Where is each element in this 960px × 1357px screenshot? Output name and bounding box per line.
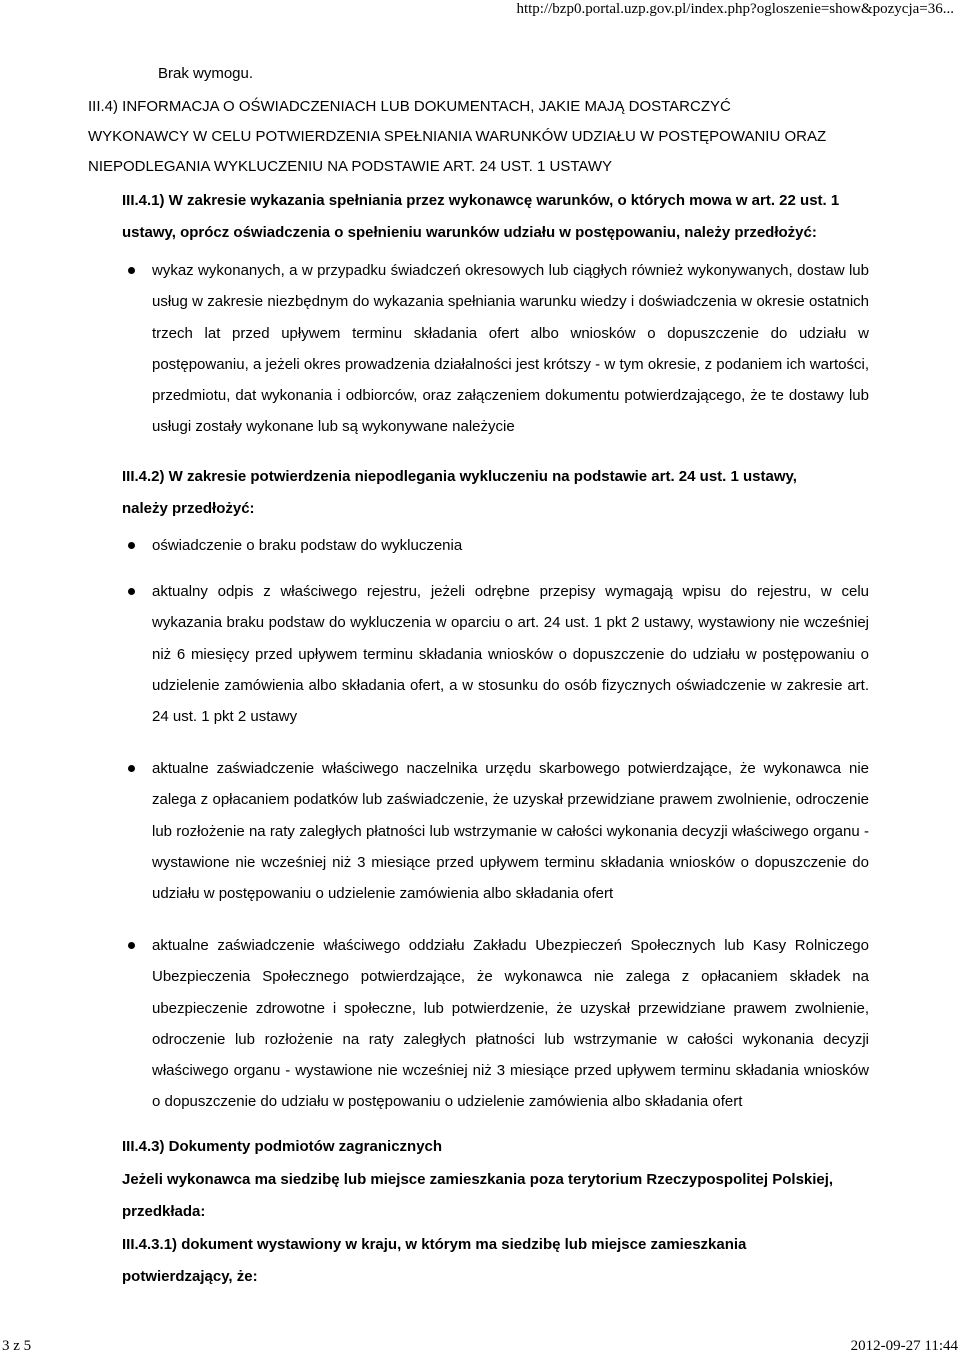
section-3-4-3-line: przedkłada:	[122, 1203, 206, 1220]
bullet-icon	[128, 765, 135, 772]
section-3-4-3-heading: III.4.3) Dokumenty podmiotów zagranicznych	[122, 1138, 443, 1155]
page-number: 3 z 5	[2, 1338, 32, 1354]
section-3-4-3-1-line: potwierdzający, że:	[122, 1268, 258, 1285]
section-3-4-1-heading-line: III.4.1) W zakresie wykazania spełniania przez wykonawcę warunków, o których mowa w art. 22 ust. 1	[122, 192, 840, 209]
section-3-4-2-heading-line: III.4.2) W zakresie potwierdzenia niepodlegania wykluczeniu na podstawie art. 24 ust. 1 ustawy,	[122, 468, 797, 485]
section-3-4-heading-line: WYKONAWCY W CELU POTWIERDZENIA SPEŁNIANIA WARUNKÓW UDZIAŁU W POSTĘPOWANIU ORAZ	[88, 128, 827, 145]
list-item-text: aktualne zaświadczenie właściwego oddziału Zakładu Ubezpieczeń Społecznych lub Kasy Rolniczego Ubezpieczenia Społecznego potwierdzające, że wykonawca nie zalega z opłacaniem składek na ubezpieczenie zdrowotne i społeczne, lub potwierdzenie, że uzyskał przewidziane prawem zwolnienie, odroczenie lub rozłożenie na raty zaległych płatności lub wstrzymanie w całości wykonania decyzji właściwego organu - wystawione nie wcześniej niż 3 miesiące przed upływem terminu składania wniosków o dopuszczenie do udziału w postępowaniu o udzielenie zamówienia albo składania ofert	[152, 937, 869, 1111]
bullet-icon	[128, 267, 135, 274]
bullet-icon	[128, 588, 135, 595]
list-3-4-2-item-4	[152, 930, 869, 1118]
bullet-icon	[128, 542, 135, 549]
list-3-4-1	[152, 255, 869, 443]
list-item-text: aktualne zaświadczenie właściwego naczelnika urzędu skarbowego potwierdzające, że wykonawca nie zalega z opłacaniem podatków lub zaświadczenie, że uzyskał przewidziane prawem zwolnienie, odroczenie lub rozłożenie na raty zaległych płatności lub wstrzymanie w całości wykonania decyzji właściwego organu - wystawione nie wcześniej niż 3 miesiące przed upływem terminu składania wniosków o dopuszczenie do udziału w postępowaniu o udzielenie zamówienia albo składania ofert	[152, 760, 869, 903]
list-3-4-2-item-3	[152, 753, 869, 909]
list-3-4-2-item-2	[152, 576, 869, 732]
brak-wymogu-text: Brak wymogu.	[158, 65, 254, 82]
section-3-4-3-1-line: III.4.3.1) dokument wystawiony w kraju, w którym ma siedzibę lub miejsce zamieszkania	[122, 1236, 747, 1253]
list-item	[152, 753, 869, 909]
section-3-4-3-line: Jeżeli wykonawca ma siedzibę lub miejsce zamieszkania poza terytorium Rzeczypospolitej Polskiej,	[122, 1171, 834, 1188]
section-3-4-2-heading-line: należy przedłożyć:	[122, 500, 255, 517]
section-3-4-heading-line: III.4) INFORMACJA O OŚWIADCZENIACH LUB DOKUMENTACH, JAKIE MAJĄ DOSTARCZYĆ	[88, 98, 731, 115]
bullet-icon	[128, 942, 135, 949]
list-item-text: wykaz wykonanych, a w przypadku świadczeń okresowych lub ciągłych również wykonywanych, dostaw lub usług w zakresie niezbędnym do wykazania spełniania warunku wiedzy i doświadczenia w okresie ostatnich trzech lat przed upływem terminu składania ofert albo wniosków o dopuszczenie do udziału w postępowaniu, a jeżeli okres prowadzenia działalności jest krótszy - w tym okresie, z podaniem ich wartości, przedmiotu, dat wykonania i odbiorców, oraz załączeniem dokumentu potwierdzającego, że te dostawy lub usługi zostały wykonane lub są wykonywane należycie	[152, 262, 869, 436]
print-header-url: http://bzp0.portal.uzp.gov.pl/index.php?ogloszenie=show&pozycja=36...	[516, 1, 954, 17]
section-3-4-heading	[88, 92, 888, 182]
list-item	[152, 576, 869, 732]
list-3-4-2-item-1	[152, 530, 869, 561]
list-item	[152, 255, 869, 443]
section-3-4-heading-line: NIEPODLEGANIA WYKLUCZENIU NA PODSTAWIE ART. 24 UST. 1 USTAWY	[88, 158, 613, 175]
list-item-text: oświadczenie o braku podstaw do wykluczenia	[152, 537, 463, 554]
list-item	[152, 930, 869, 1118]
list-item	[152, 530, 869, 561]
print-datetime: 2012-09-27 11:44	[850, 1338, 958, 1354]
section-3-4-1-heading-line: ustawy, oprócz oświadczenia o spełnieniu warunków udziału w postępowaniu, należy przedłożyć:	[122, 224, 817, 241]
list-item-text: aktualny odpis z właściwego rejestru, jeżeli odrębne przepisy wymagają wpisu do rejestru, w celu wykazania braku podstaw do wykluczenia w oparciu o art. 24 ust. 1 pkt 2 ustawy, wystawiony nie wcześniej niż 6 miesięcy przed upływem terminu składania wniosków o dopuszczenie do udziału w postępowaniu o udzielenie zamówienia albo składania ofert, a w stosunku do osób fizycznych oświadczenie w zakresie art. 24 ust. 1 pkt 2 ustawy	[152, 583, 869, 726]
